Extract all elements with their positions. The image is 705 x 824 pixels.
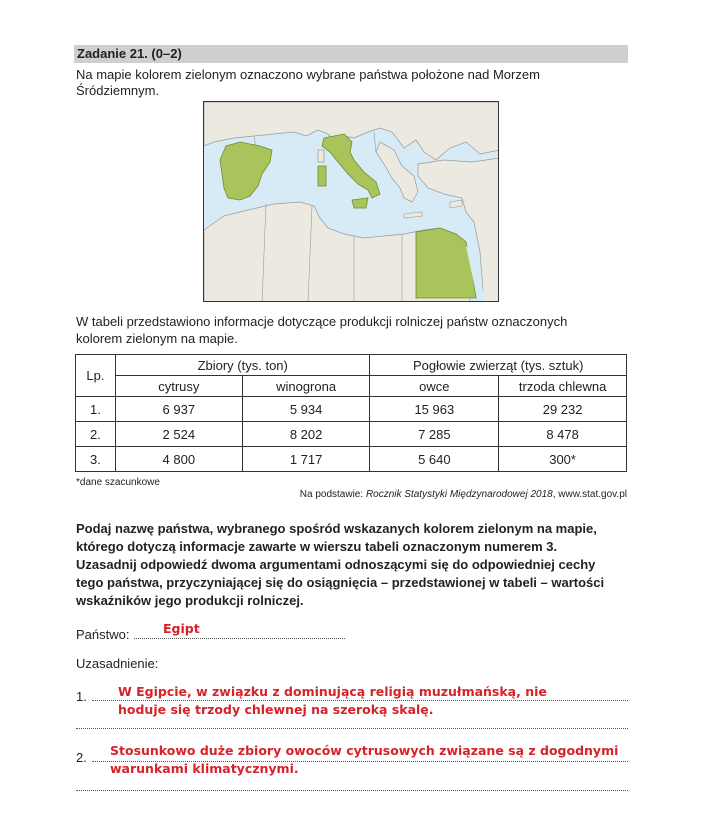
row-cell: 8 202 [242, 422, 370, 447]
sardinia-icon [318, 166, 326, 186]
row-cell: 7 285 [370, 422, 499, 447]
row-cell: 5 640 [370, 447, 499, 472]
sicily-icon [352, 198, 368, 208]
argument-1-number: 1. [76, 689, 87, 704]
intro-line-2: Śródziemnym. [76, 83, 160, 98]
header-pigs: trzoda chlewna [499, 376, 627, 397]
source-citation [300, 489, 627, 500]
row-cell: 300* [499, 447, 627, 472]
header-lp: Lp. [76, 355, 116, 397]
argument-1-text-line-1: W Egipcie, w związku z dominującą religią muzułmańską, nie [118, 684, 547, 699]
row-cell: 6 937 [115, 397, 242, 422]
row-cell: 2 524 [115, 422, 242, 447]
argument-2-line-2[interactable] [76, 790, 628, 791]
country-answer-line[interactable] [134, 638, 345, 639]
row-lp: 1. [76, 397, 116, 422]
table-header-row-1 [76, 355, 627, 376]
row-cell: 8 478 [499, 422, 627, 447]
table-row [76, 422, 627, 447]
question-line-5: wskaźników jego produkcji rolniczej. [76, 593, 304, 608]
table-header-row-2 [76, 376, 627, 397]
row-lp: 2. [76, 422, 116, 447]
production-table [75, 354, 627, 472]
header-group-crops: Zbiory (tys. ton) [115, 355, 370, 376]
corsica-icon [318, 150, 324, 162]
justification-label: Uzasadnienie: [76, 656, 159, 671]
argument-2-text-line-1: Stosunkowo duże zbiory owoców cytrusowych związane są z dogodnymi [110, 743, 619, 758]
table-row [76, 397, 627, 422]
task-intro [76, 67, 596, 99]
argument-2-text-line-2: warunkami klimatycznymi. [110, 761, 299, 776]
row-cell: 4 800 [115, 447, 242, 472]
argument-2-number: 2. [76, 750, 87, 765]
row-cell: 1 717 [242, 447, 370, 472]
header-citrus: cytrusy [115, 376, 242, 397]
footnote: *dane szacunkowe [76, 477, 160, 488]
table-intro-line-1: W tabeli przedstawiono informacje dotyczące produkcji rolniczej państw oznaczonych [76, 314, 568, 329]
argument-1-line-2[interactable] [76, 728, 628, 729]
table-intro-line-2: kolorem zielonym na mapie. [76, 331, 238, 346]
row-lp: 3. [76, 447, 116, 472]
country-label: Państwo: [76, 627, 130, 642]
header-group-livestock: Pogłowie zwierząt (tys. sztuk) [370, 355, 627, 376]
question-text [76, 520, 636, 610]
row-cell: 5 934 [242, 397, 370, 422]
source-title: Rocznik Statystyki Międzynarodowej 2018 [365, 489, 553, 500]
mediterranean-map [203, 101, 499, 302]
row-cell: 29 232 [499, 397, 627, 422]
table-row [76, 447, 627, 472]
country-answer: Egipt [163, 621, 200, 636]
source-suffix: , www.stat.gov.pl [552, 489, 627, 500]
map-svg [204, 102, 499, 302]
question-line-3: Uzasadnij odpowiedź dwoma argumentami odnoszącymi się do odpowiedniej cechy [76, 557, 596, 572]
argument-1-text-line-2: hoduje się trzody chlewnej na szeroką skalę. [118, 702, 434, 717]
question-line-2: którego dotyczą informacje zawarte w wierszu tabeli oznaczonym numerem 3. [76, 539, 558, 554]
question-line-1: Podaj nazwę państwa, wybranego spośród wskazanych kolorem zielonym na mapie, [76, 521, 597, 536]
header-grapes: winogrona [242, 376, 370, 397]
task-header: Zadanie 21. (0–2) [74, 45, 628, 63]
intro-line-1: Na mapie kolorem zielonym oznaczono wybrane państwa położone nad Morzem [76, 67, 540, 82]
source-prefix: Na podstawie: [299, 489, 366, 500]
question-line-4: tego państwa, przyczyniającej się do osiągnięcia – przedstawionej w tabeli – wartości [76, 575, 605, 590]
header-sheep: owce [370, 376, 499, 397]
table-intro [76, 313, 616, 347]
row-cell: 15 963 [370, 397, 499, 422]
